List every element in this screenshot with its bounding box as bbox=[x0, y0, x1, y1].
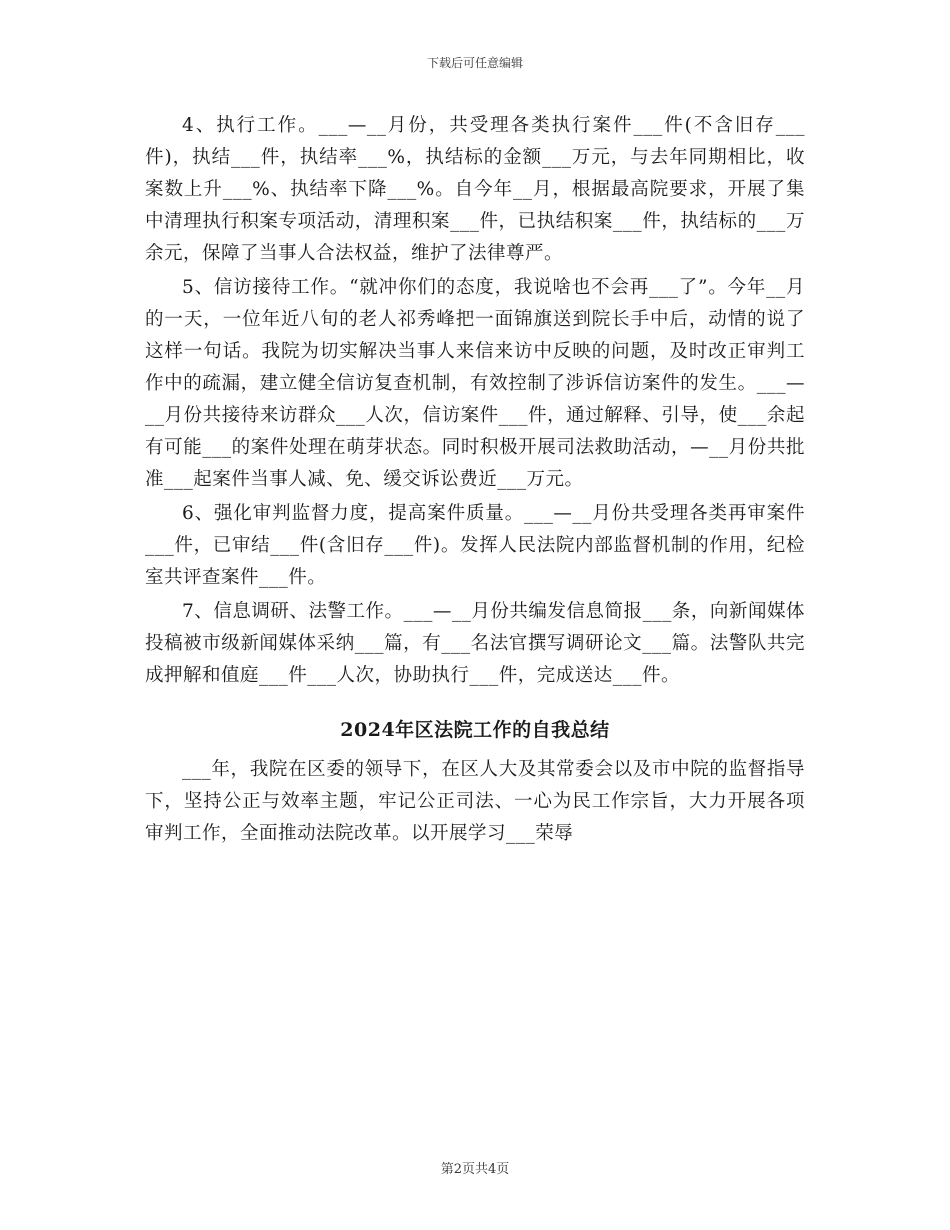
page-header: 下载后可任意编辑 bbox=[426, 56, 523, 70]
page-footer: 第2页共4页 bbox=[440, 1162, 510, 1177]
paragraph-research: 7、信息调研、法警工作。___—__月份共编发信息简报___条，向新闻媒体投稿被市级新闻媒体采纳___篇，有___名法官撰写调研论文___篇。法警队共完成押解和值庭___件___人次，协助执行___件，完成送达___件。 bbox=[145, 601, 805, 686]
paragraph-supervision: 6、强化审判监督力度，提高案件质量。___—__月份共受理各类再审案件___件，已审结___件(含旧存___件)。发挥人民法院内部监督机制的作用，纪检室共评查案件___件。 bbox=[145, 503, 805, 588]
section-title: 2024年区法院工作的自我总结 bbox=[340, 719, 610, 741]
paragraph-petition: 5、信访接待工作。“就冲你们的态度，我说啥也不会再___了”。今年__月的一天，一位年近八旬的老人祁秀峰把一面锦旗送到院长手中后，动情的说了这样一句话。我院为切实解决当事人来信来访中反映的问题，及时改正审判工作中的疏漏，建立健全信访复查机制，有效控制了涉诉信访案件的发生。___—__月份共接待来访群众___人次，信访案件___件，通过解释、引导，使___余起有可能___的案件处理在萌芽状态。同时积极开展司法救助活动，—__月份共批准___起案件当事人减、免、缓交诉讼费近___万元。 bbox=[145, 277, 805, 490]
paragraph-summary: ___年，我院在区委的领导下，在区人大及其常委会以及市中院的监督指导下，坚持公正与效率主题，牢记公正司法、一心为民工作宗旨，大力开展各项审判工作，全面推动法院改革。以开展学习___荣辱 bbox=[145, 759, 805, 844]
paragraph-execution: 4、执行工作。___—__月份，共受理各类执行案件___件(不含旧存___件)，执结___件，执结率___%，执结标的金额___万元，与去年同期相比，收案数上升___%、执结率下降___%。自今年__月，根据最高院要求，开展了集中清理执行积案专项活动，清理积案___件，已执结积案___件，执结标的___万余元，保障了当事人合法权益，维护了法律尊严。 bbox=[145, 115, 805, 264]
document-body bbox=[145, 110, 805, 852]
